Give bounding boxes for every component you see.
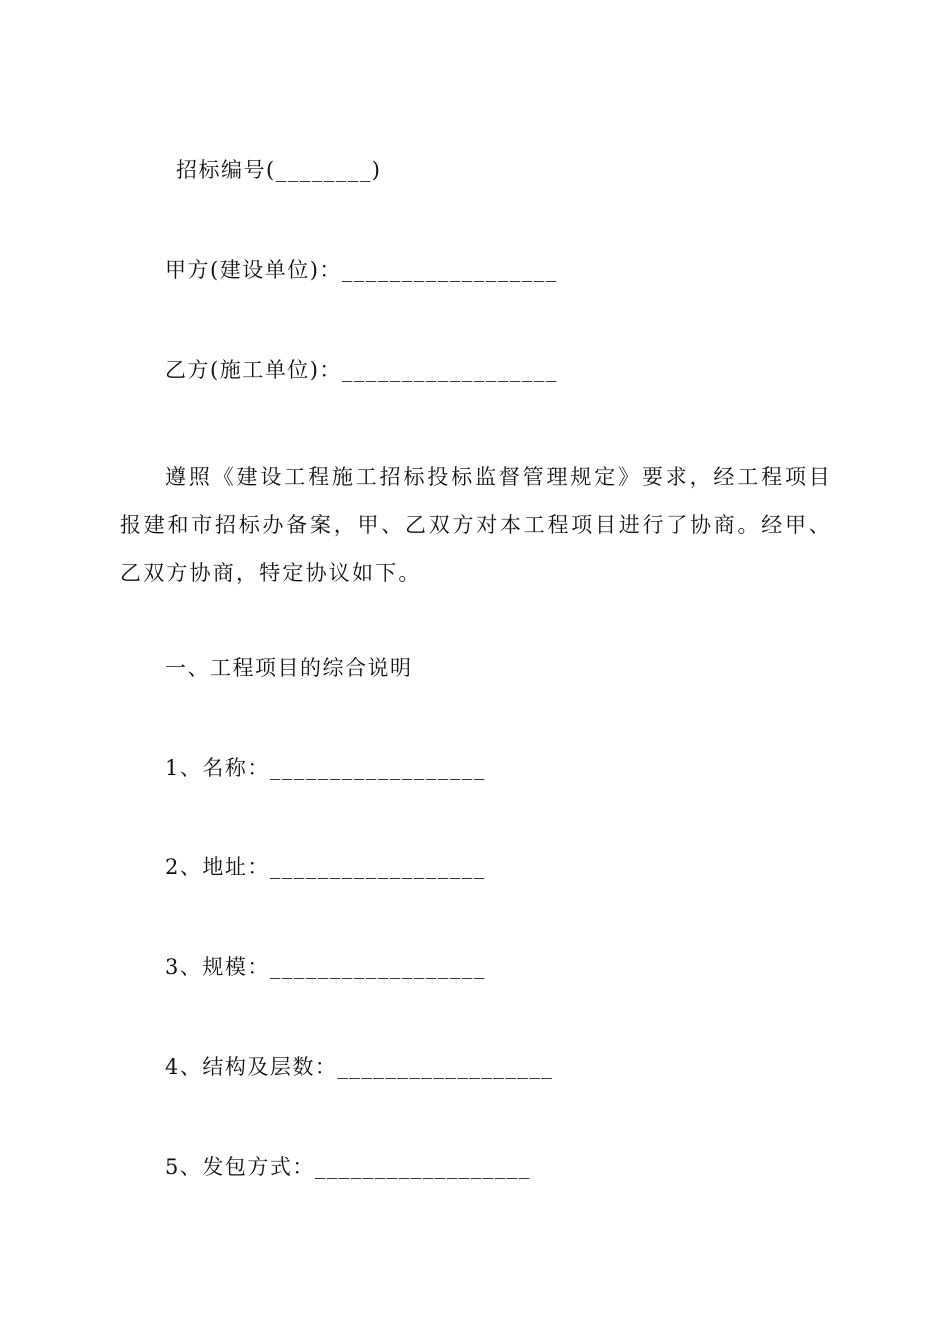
item-name-label: 1、名称：: [165, 756, 270, 780]
party-a-label: 甲方(建设单位)：: [165, 258, 342, 282]
party-b-blank: __________________: [341, 358, 558, 382]
item-scale-label: 3、规模：: [165, 955, 270, 979]
bid-number-line: [176, 156, 381, 184]
item-address-label: 2、地址：: [165, 855, 270, 879]
item-structure-line: [165, 1053, 553, 1081]
item-structure-blank: __________________: [337, 1055, 554, 1079]
section-1-heading-text: 一、工程项目的综合说明: [165, 656, 413, 680]
item-address-blank: __________________: [269, 855, 486, 879]
item-name-line: [165, 754, 486, 782]
item-scale-line: [165, 953, 486, 981]
item-structure-label: 4、结构及层数：: [165, 1055, 338, 1079]
item-contract-method-label: 5、发包方式：: [165, 1155, 315, 1179]
party-a-blank: __________________: [341, 258, 558, 282]
item-contract-method-line: [165, 1153, 531, 1181]
party-a-line: [165, 256, 558, 284]
item-name-blank: __________________: [269, 756, 486, 780]
item-scale-blank: __________________: [269, 955, 486, 979]
section-1-heading: [165, 654, 413, 682]
party-b-label: 乙方(施工单位)：: [165, 358, 342, 382]
item-address-line: [165, 853, 486, 881]
intro-paragraph: 遵照《建设工程施工招标投标监督管理规定》要求，经工程项目报建和市招标办备案，甲、乙双方对本工程项目进行了协商。经甲、乙双方协商，特定协议如下。: [120, 465, 832, 585]
item-contract-method-blank: __________________: [314, 1155, 531, 1179]
bid-number-text: 招标编号(________): [176, 158, 382, 182]
party-b-line: [165, 356, 558, 384]
